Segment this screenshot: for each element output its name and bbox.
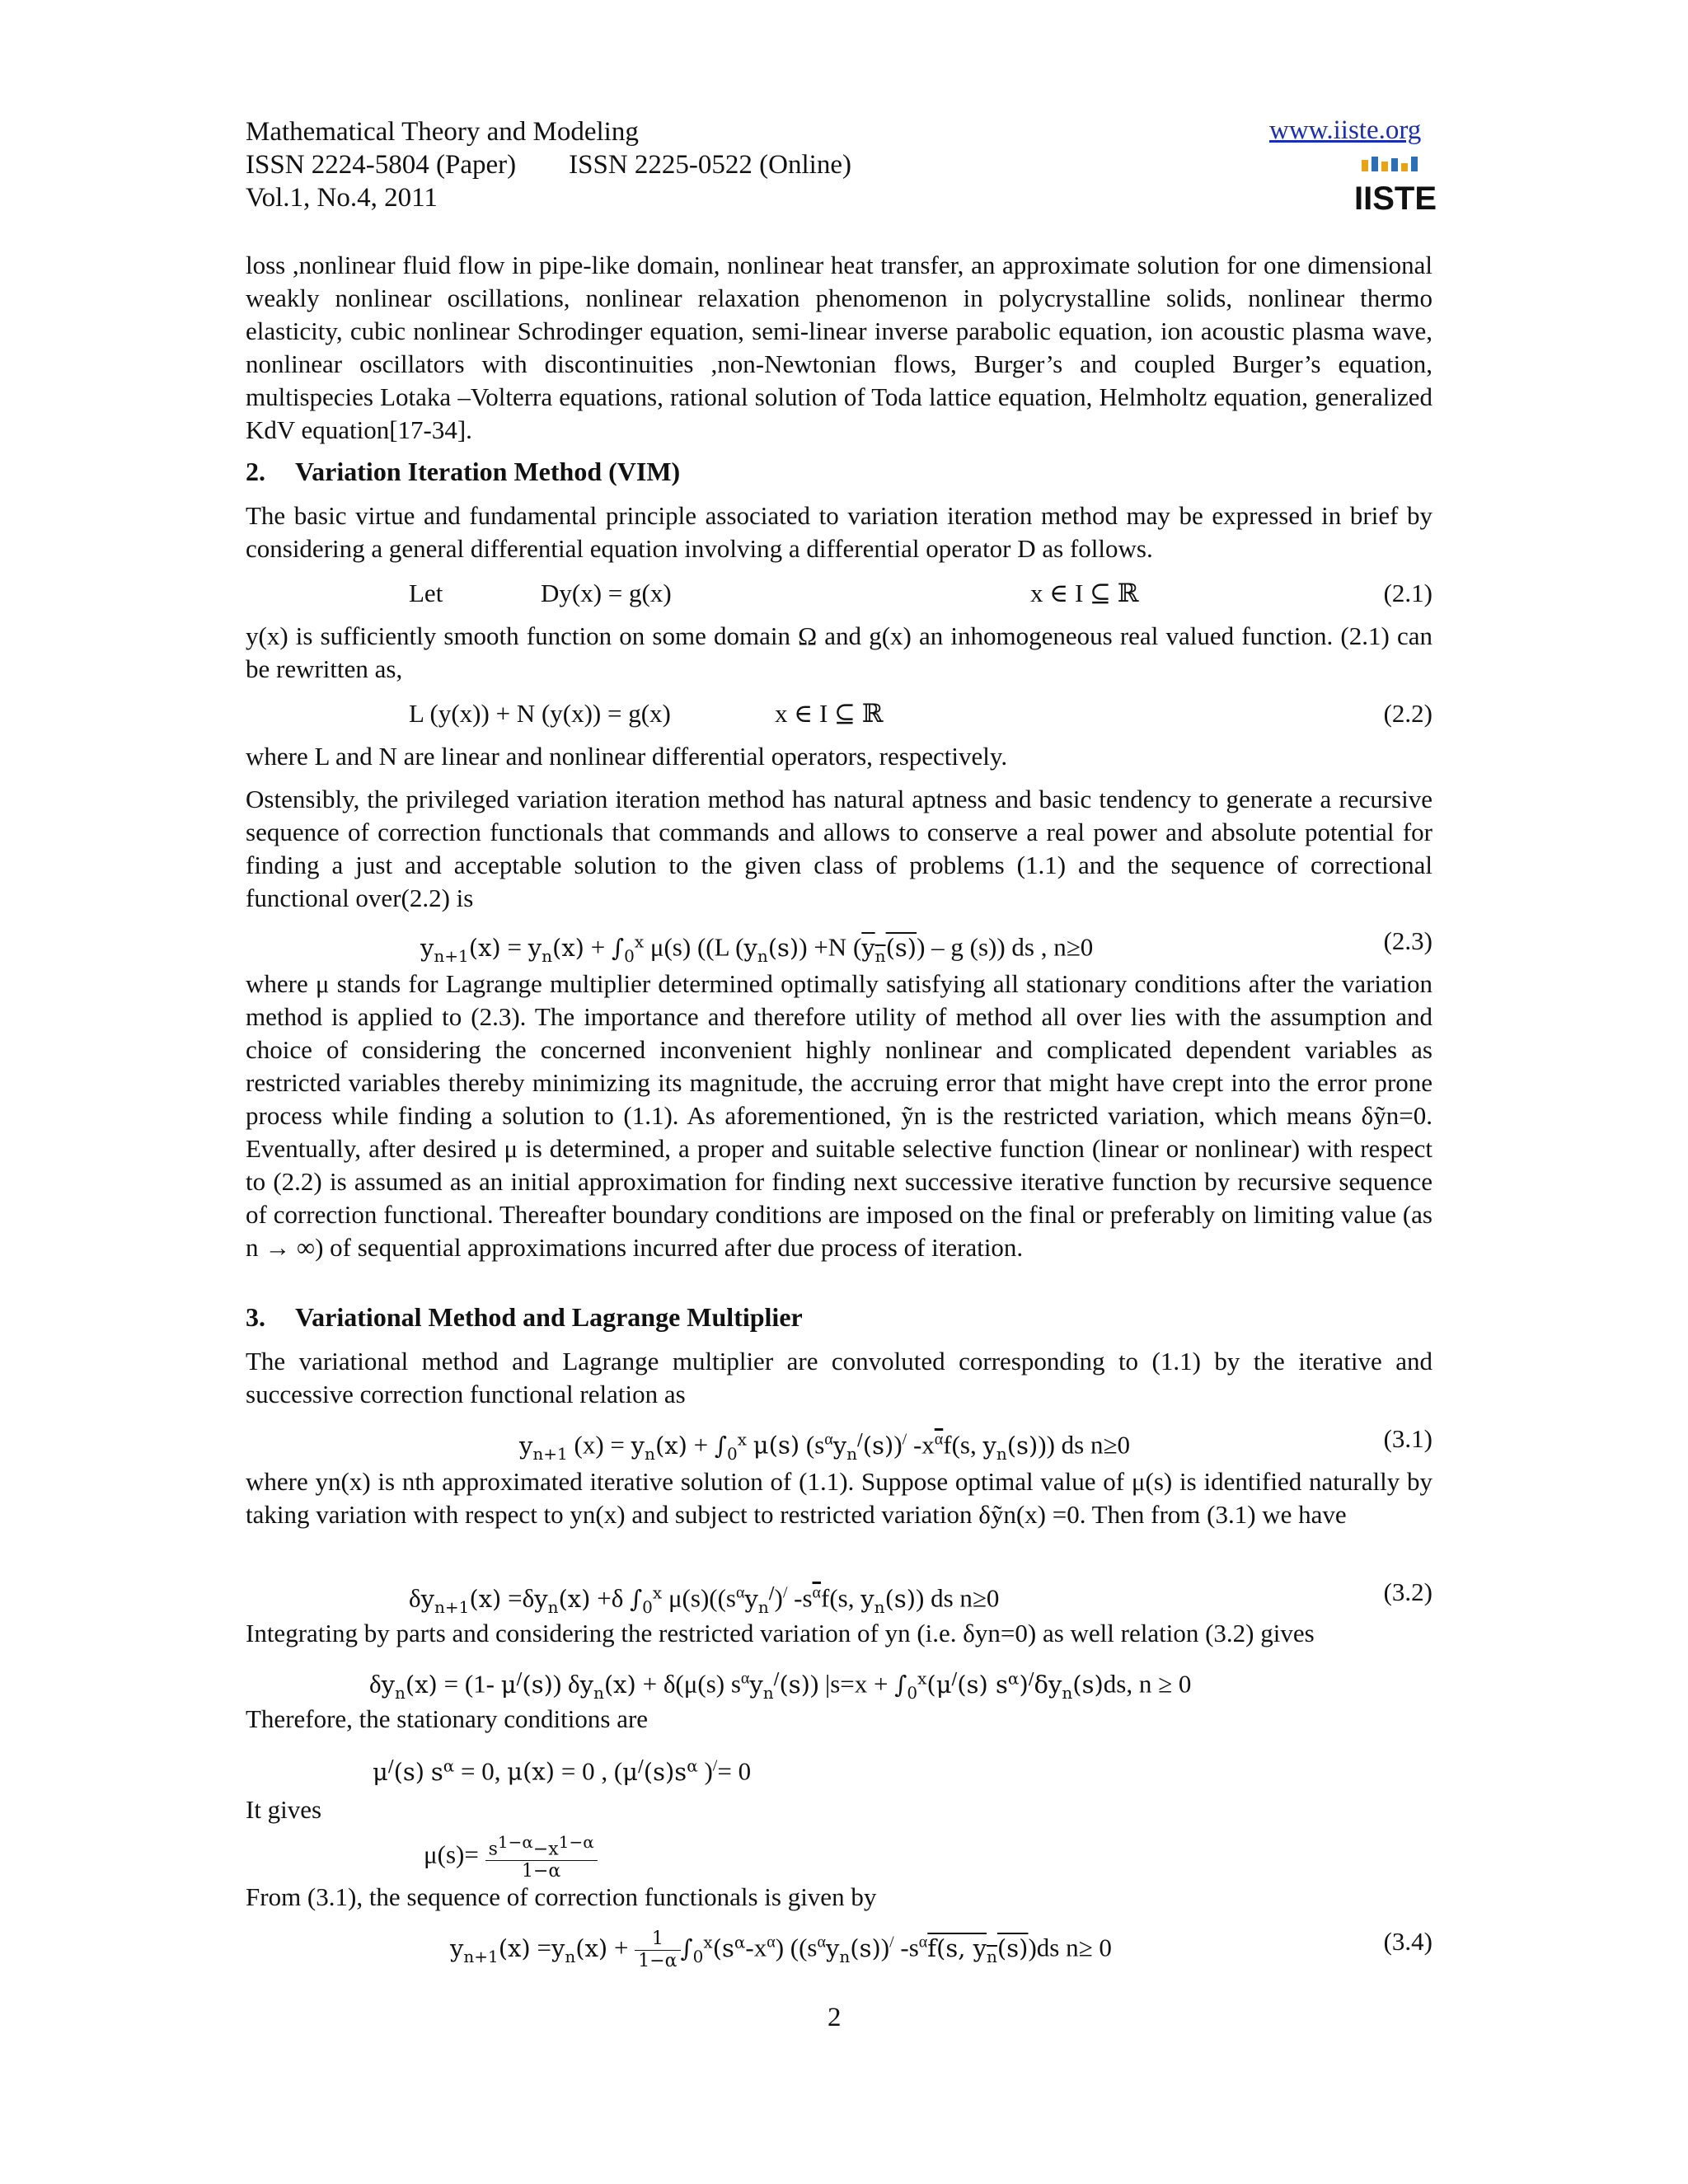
- section-2-paragraph: The basic virtue and fundamental principle associated to variation iteration method may be expressed in brief by considering a general differential equation involving a differential operator D as follows.: [246, 501, 1432, 563]
- eq34-expression: $y_{n+1}(x) =y_n(x)$ + $\frac{1}{1-\alpha}$ $\int_0^x(s^\alpha-x^\alpha)$ ($(s^\alpha y_n(s))^/$ $-s^\alpha f(s$, $y_n(s))ds$ n≥ 0: [450, 1929, 1112, 1972]
- issn-paper: ISSN 2224-5804 (Paper): [246, 150, 517, 180]
- itgives-paragraph: It gives: [246, 1795, 322, 1824]
- eq23-number: (2.3): [1383, 926, 1432, 955]
- page-number: 2: [828, 2003, 842, 2032]
- eq23-expression: $y_{n+1}(x) = y_n(x) + \int_0^x$ μ(s) ((L $(y_n(s)) +N$ $(y_n(s))$ – g (s)) ds , n≥0: [420, 931, 1094, 966]
- eq22-number: (2.2): [1383, 699, 1432, 728]
- parts-equation: $\delta y_n(x) = (1-$ μ/(s)) $\delta y_n(x) + \delta(\mu(s)$ $s^\alpha y_n^/(s)$) $|s=x + \int_0^x(\mu^/(s)$ $s^\alpha)^/\delta y_n(s)ds$, n ≥ 0: [369, 1668, 1192, 1703]
- eq32-expression: $\delta y_{n+1}(x) =\delta y_n(x) +\delta$ $\int_0^x$ $\mu(s)((s^\alpha y_n^/)^/$ $-s^{\overline{\alpha}}f(s$, $y_n(s)$) ds n≥0: [409, 1582, 1000, 1617]
- logo-text: IISTE: [1353, 180, 1437, 217]
- where-yn-paragraph: where yn(x) is nth approximated iterative solution of (1.1). Suppose optimal value of μ(s) is identified naturally by taking variation with respect to yn(x) and subject to restricted variation δỹn(x) =0. Then from (3.1) we have: [246, 1467, 1432, 1529]
- eq34-fraction: $\frac{1}{1-\alpha}$: [635, 1929, 680, 1972]
- therefore-paragraph: Therefore, the stationary conditions are: [246, 1704, 649, 1733]
- smooth-paragraph: y(x) is sufficiently smooth function on some domain Ω and g(x) an inhomogeneous real valued function. (2.1) can be rewritten as,: [246, 621, 1432, 683]
- where-LN-paragraph: where L and N are linear and nonlinear differential operators, respectively.: [246, 742, 1008, 771]
- mu-solution: μ(s)= $\frac{s^{1-\alpha}-x^{1-\alpha}}{1-\alpha}$: [424, 1831, 598, 1882]
- section-3-heading: 3. Variational Method and Lagrange Multiplier: [246, 1302, 803, 1332]
- eq31-expression: $y_{n+1}$ $(x) = y_n(x) + \int_0^x$ μ(s) $(s^\alpha y_n^/(s))^/$ $-x^{\overline{\alpha}}f(s$, $y_n(s)$)) ds n≥0: [519, 1429, 1131, 1464]
- issn-line: [246, 148, 851, 181]
- eq22-expression: L (y(x)) + N (y(x)) = g(x): [409, 699, 671, 728]
- mu-fraction: $\frac{s^{1-\alpha}-x^{1-\alpha}}{1-\alpha}$: [485, 1831, 598, 1882]
- stationary-conditions: μ/(s) $s^\alpha = 0$, μ(x) = 0 , ($\mu^/(s)s^\alpha$ )/= 0: [373, 1755, 752, 1786]
- journal-title: Mathematical Theory and Modeling: [246, 117, 639, 147]
- iiste-logo-icon: [1353, 157, 1437, 219]
- where-mu-paragraph: where μ stands for Lagrange multiplier determined optimally satisfying all stationary conditions after the variation method is applied to (2.3). The importance and therefore utility of method all over lies with the assumption and choice of considering the concerned inconvenient highly nonlinear and complicated dependent variables as restricted variables thereby minimizing its magnitude, the accruing error that might have crept into the error prone process while finding a solution to (1.1). As aforementioned, ỹn is the restricted variation, which means δỹn=0. Eventually, after desired μ is determined, a proper and suitable selective function (linear or nonlinear) with respect to (2.2) is assumed as an initial approximation for finding next successive iterative function by recursive sequence of correction functional. Thereafter boundary conditions are imposed on the final or preferably on limiting value (as n → ∞) of sequential approximations incurred after due process of iteration.: [246, 969, 1432, 1262]
- eq32-number: (3.2): [1383, 1577, 1432, 1606]
- eq22-domain: x ∈ I ⊆ ℝ: [775, 699, 884, 728]
- section-3-paragraph: The variational method and Lagrange multiplier are convoluted corresponding to (1.1) by the iterative and successive correction functional relation as: [246, 1347, 1432, 1408]
- ostensibly-paragraph: Ostensibly, the privileged variation iteration method has natural aptness and basic tendency to generate a recursive sequence of correction functionals that commands and allows to conserve a real power and absolute potential for finding a just and acceptable solution to the given class of problems (1.1) and the sequence of correctional functional over(2.2) is: [246, 785, 1432, 912]
- journal-url-link[interactable]: www.iiste.org: [1269, 115, 1422, 145]
- journal-header: [246, 115, 851, 214]
- intro-paragraph: loss ,nonlinear fluid flow in pipe-like domain, nonlinear heat transfer, an approximate solution for one dimensional weakly nonlinear oscillations, nonlinear relaxation phenomenon in polycrystalline solids, nonlinear thermo elasticity, cubic nonlinear Schrodinger equation, semi-linear inverse parabolic equation, ion acoustic plasma wave, nonlinear oscillators with discontinuities ,non-Newtonian flows, Burger’s and coupled Burger’s equation, multispecies Lotaka –Volterra equations, rational solution of Toda lattice equation, Helmholtz equation, generalized KdV equation[17-34].: [246, 251, 1432, 444]
- eq21-domain: x ∈ I ⊆ ℝ: [1030, 579, 1139, 607]
- issn-online: ISSN 2225-0522 (Online): [569, 150, 851, 180]
- volume-line: Vol.1, No.4, 2011: [246, 183, 438, 213]
- from31-paragraph: From (3.1), the sequence of correction functionals is given by: [246, 1882, 877, 1911]
- eq21-expression: Dy(x) = g(x): [541, 579, 672, 607]
- eq21-let: Let: [409, 579, 443, 607]
- eq21-number: (2.1): [1383, 579, 1432, 607]
- section-2-heading: 2. Variation Iteration Method (VIM): [246, 457, 681, 486]
- eq31-number: (3.1): [1383, 1424, 1432, 1453]
- eq34-number: (3.4): [1383, 1927, 1432, 1956]
- integrating-paragraph: Integrating by parts and considering the restricted variation of yn (i.e. δyn=0) as well relation (3.2) gives: [246, 1619, 1315, 1647]
